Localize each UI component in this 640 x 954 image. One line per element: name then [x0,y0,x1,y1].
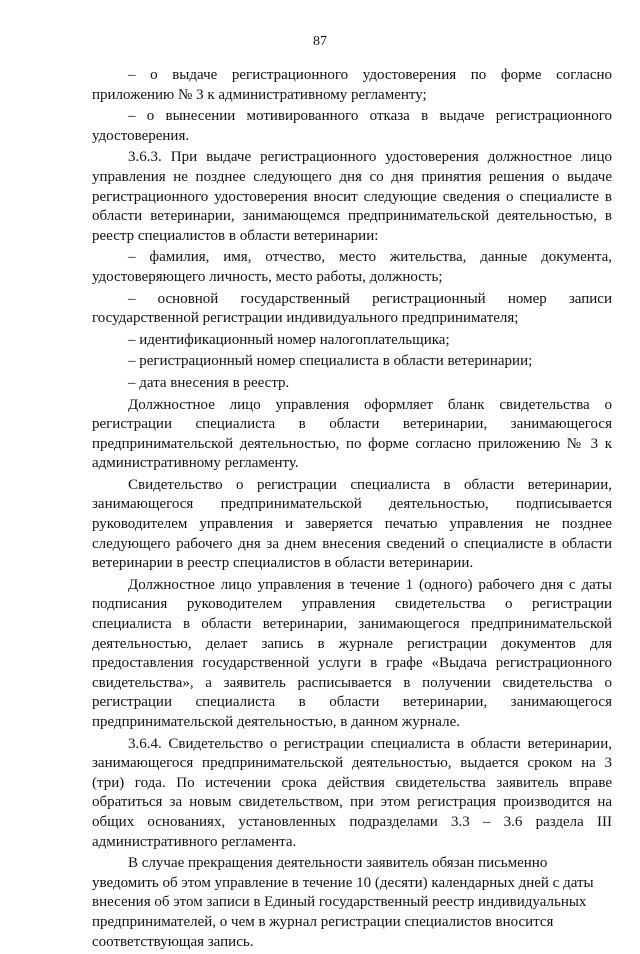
paragraph-form-blank: Должностное лицо управления оформляет бланк свидетельства о регистрации специалиста в области ветеринарии, занимающегося предпринимательской деятельностью, по форме согласно приложению № 3 к административному регламенту. [92,396,612,472]
list-item-ogrnip: – основной государственный регистрационный номер записи государственной регистрации индивидуального предпринимателя; [92,290,612,327]
paragraph-3-6-3: 3.6.3. При выдаче регистрационного удостоверения должностное лицо управления не позднее следующего дня со дня принятия решения о выдаче регистрационного удостоверения вносит следующие сведения о специалисте в области ветеринарии, занимающемся предпринимательской деятельностью, в реестр специалистов в области ветеринарии: [92,149,612,244]
page-number: 87 [313,34,327,49]
paragraph-termination: В случае прекращения деятельности заявитель обязан письменно уведомить об этом управление в течение 10 (десяти) календарных дней с даты внесения об этом записи в Единый государственный реестр индивидуальных предпринимателей, о чем в журнал регистрации специалистов вносится соответствующая запись. [92,855,594,950]
paragraph-refusal: – о вынесении мотивированного отказа в выдаче регистрационного удостоверения. [92,108,612,144]
list-item-registration-number: – регистрационный номер специалиста в области ветеринарии; [128,353,533,370]
list-item-registry-date: – дата внесения в реестр. [128,374,290,391]
paragraph-journal-entry: Должностное лицо управления в течение 1 (одного) рабочего дня с даты подписания руководителем управления свидетельства о регистрации специалиста в области ветеринарии, занимающегося предпринимательской деятельностью, делает запись в журнале регистрации документов для предоставления государственной услуги в графе «Выдача регистрационного свидетельства», а заявитель расписывается в получении свидетельства о регистрации специалиста в области ветеринарии, занимающегося предпринимательской деятельностью, в данном журнале. [92,576,612,730]
paragraph-certificate-signing: Свидетельство о регистрации специалиста в области ветеринарии, занимающегося предпринимательской деятельностью, подписывается руководителем управления и заверяется печатью управления не позднее следующего рабочего дня за днем внесения сведений о специалисте в области ветеринарии в реестр специалистов в области ветеринарии. [92,476,612,572]
list-item-inn: – идентификационный номер налогоплательщика; [128,331,450,348]
document-body [92,66,612,954]
paragraph-issue-certificate: – о выдаче регистрационного удостоверения по форме согласно приложению № 3 к административному регламенту; [92,67,612,103]
list-item-personal-data: – фамилия, имя, отчество, место жительства, данные документа, удостоверяющего личность, место работы, должность; [92,249,612,285]
paragraph-3-6-4: 3.6.4. Свидетельство о регистрации специалиста в области ветеринарии, занимающегося предпринимательской деятельностью, выдается сроком на 3 (три) года. По истечении срока действия свидетельства заявитель вправе обратиться за новым свидетельством, при этом регистрация производится на общих основаниях, установленных подразделами 3.3 – 3.6 раздела III административного регламента. [92,735,612,850]
